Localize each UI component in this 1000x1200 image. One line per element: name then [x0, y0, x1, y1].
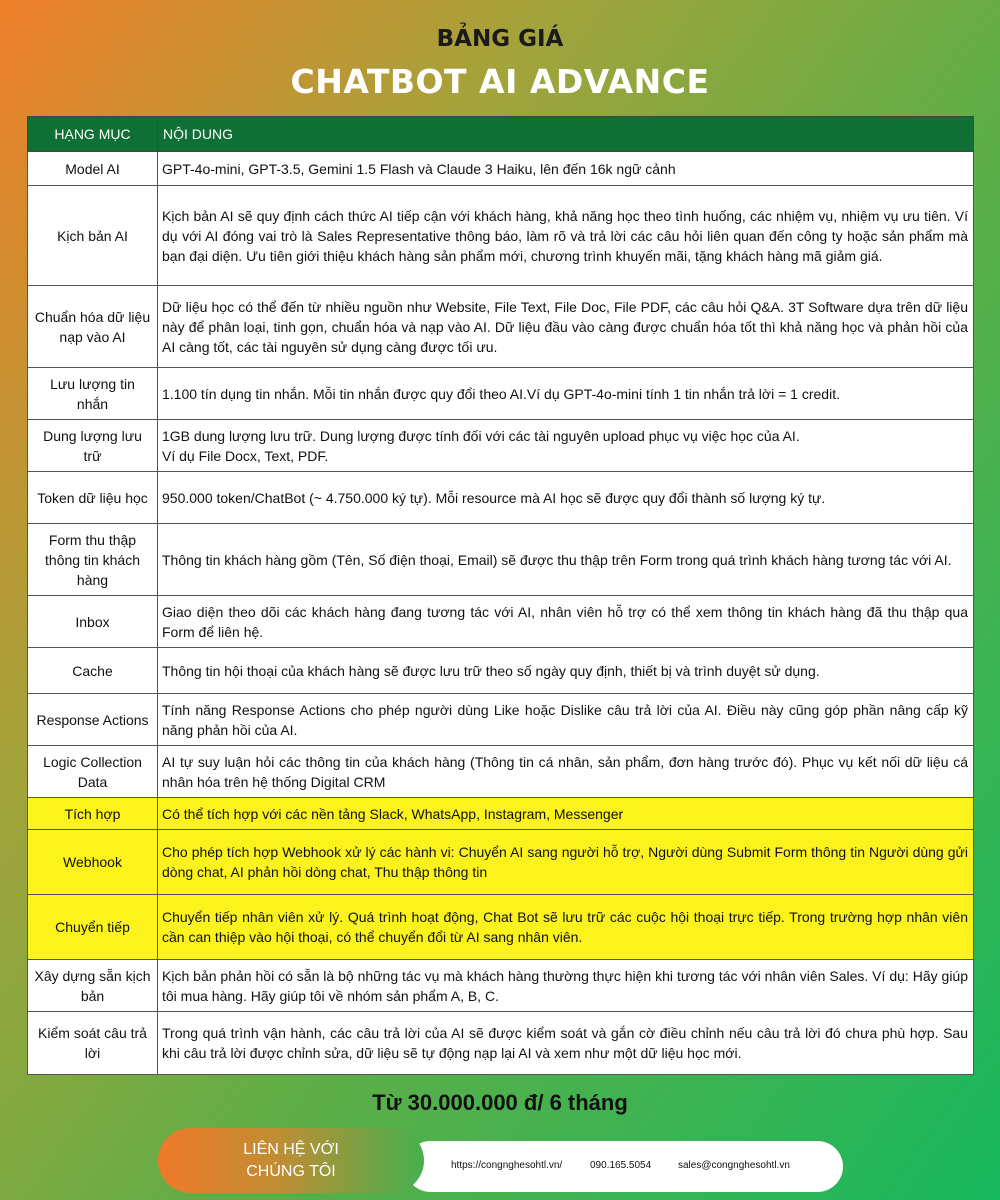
table-row	[28, 596, 974, 648]
table-row	[28, 1012, 974, 1075]
row-category: Chuẩn hóa dữ liệu nạp vào AI	[28, 286, 158, 368]
row-content: Thông tin hội thoại của khách hàng sẽ được lưu trữ theo số ngày quy định, thiết bị và trình duyệt sử dụng.	[158, 648, 974, 694]
table-row	[28, 472, 974, 524]
table-row	[28, 420, 974, 472]
row-content: Tính năng Response Actions cho phép người dùng Like hoặc Dislike câu trả lời của AI. Điều này cũng góp phần nâng cấp kỹ năng phản hồi của AI.	[158, 694, 974, 746]
row-content: 1GB dung lượng lưu trữ. Dung lượng được tính đối với các tài nguyên upload phục vụ việc học của AI. Ví dụ File Docx, Text, PDF.	[158, 420, 974, 472]
column-header-content: NỘI DUNG	[158, 117, 974, 152]
price-label: Từ 30.000.000 đ/ 6 tháng	[372, 1090, 628, 1115]
row-content: Trong quá trình vận hành, các câu trả lời của AI sẽ được kiểm soát và gắn cờ điều chỉnh nếu câu trả lời đó chưa phù hợp. Sau khi câu trả lời được chỉnh sửa, dữ liệu sẽ tự động nạp lại AI và xem như một dữ liệu học mới.	[158, 1012, 974, 1075]
row-category: Kiểm soát câu trả lời	[28, 1012, 158, 1075]
table-row	[28, 746, 974, 798]
row-content: Cho phép tích hợp Webhook xử lý các hành vi: Chuyển AI sang người hỗ trợ, Người dùng Submit Form thông tin Người dùng gửi dòng chat, AI phản hồi dòng chat, Thu thập thông tin	[158, 830, 974, 895]
row-content: Giao diện theo dõi các khách hàng đang tương tác với AI, nhân viên hỗ trợ có thể xem thông tin khách hàng đã thu thập qua Form để liên hệ.	[158, 596, 974, 648]
row-category: Tích hợp	[28, 798, 158, 830]
row-content: 950.000 token/ChatBot (~ 4.750.000 ký tự). Mỗi resource mà AI học sẽ được quy đổi thành số lượng ký tự.	[158, 472, 974, 524]
page-title: CHATBOT AI ADVANCE	[290, 62, 710, 101]
row-category: Webhook	[28, 830, 158, 895]
row-category: Chuyển tiếp	[28, 895, 158, 960]
column-header-category: HẠNG MỤC	[28, 117, 158, 152]
table-row	[28, 186, 974, 286]
phone-number[interactable]: 090.165.5054	[590, 1160, 652, 1171]
table-row	[28, 368, 974, 420]
row-category: Token dữ liệu học	[28, 472, 158, 524]
row-content: Kịch bản AI sẽ quy định cách thức AI tiếp cận với khách hàng, khả năng học theo tình huống, các nhiệm vụ, nhiệm vụ ưu tiên. Ví dụ với AI đóng vai trò là Sales Representative thông báo, làm rõ và trả lời các câu hỏi liên quan đến công ty hoặc sản phẩm mà bạn đại diện. Ưu tiên giới thiệu khách hàng sản phẩm mới, chương trình khuyến mãi, tặng khách hàng mã giảm giá.	[158, 186, 974, 286]
contact-bar	[405, 1141, 843, 1192]
row-category: Cache	[28, 648, 158, 694]
table-row	[28, 524, 974, 596]
row-content: Chuyển tiếp nhân viên xử lý. Quá trình hoạt động, Chat Bot sẽ lưu trữ các cuộc hội thoại trực tiếp. Trong trường hợp nhân viên cần can thiệp vào hội thoại, có thể chuyển đổi từ AI sang nhân viên.	[158, 895, 974, 960]
row-category: Inbox	[28, 596, 158, 648]
contact-us-button[interactable]	[158, 1128, 424, 1193]
row-category: Model AI	[28, 152, 158, 186]
page-subtitle: BẢNG GIÁ	[436, 26, 564, 52]
row-category: Lưu lượng tin nhắn	[28, 368, 158, 420]
contact-us-line1: LIÊN HỆ VỚI	[243, 1140, 339, 1158]
table-header-row	[28, 117, 974, 152]
row-content: Dữ liệu học có thể đến từ nhiều nguồn như Website, File Text, File Doc, File PDF, các câu hỏi Q&A. 3T Software dựa trên dữ liệu này để phân loại, tinh gọn, chuẩn hóa và nạp vào AI. Dữ liệu đầu vào càng được chuẩn hóa tốt thì khả năng học và phản hồi của AI càng tốt, các tài nguyên sử dụng càng được tối ưu.	[158, 286, 974, 368]
row-content: GPT-4o-mini, GPT-3.5, Gemini 1.5 Flash và Claude 3 Haiku, lên đến 16k ngữ cảnh	[158, 152, 974, 186]
row-category: Kịch bản AI	[28, 186, 158, 286]
table-row	[28, 830, 974, 895]
table-row	[28, 648, 974, 694]
row-content: Kịch bản phản hồi có sẵn là bộ những tác vụ mà khách hàng thường thực hiện khi tương tác với nhân viên Sales. Ví dụ: Hãy giúp tôi mua hàng. Hãy giúp tôi về nhóm sản phẩm A, B, C.	[158, 960, 974, 1012]
website-link[interactable]: https://congnghesohtl.vn/	[451, 1160, 563, 1171]
row-content: AI tự suy luận hỏi các thông tin của khách hàng (Thông tin cá nhân, sản phẩm, đơn hàng trước đó). Phục vụ kết nối dữ liệu cá nhân hóa trên hệ thống Digital CRM	[158, 746, 974, 798]
row-category: Xây dựng sẵn kịch bản	[28, 960, 158, 1012]
row-content: Thông tin khách hàng gồm (Tên, Số điện thoại, Email) sẽ được thu thập trên Form trong quá trình khách hàng tương tác với AI.	[158, 524, 974, 596]
table-row	[28, 895, 974, 960]
table-row	[28, 694, 974, 746]
table-row	[28, 152, 974, 186]
row-category: Form thu thập thông tin khách hàng	[28, 524, 158, 596]
row-content: 1.100 tín dụng tin nhắn. Mỗi tin nhắn được quy đổi theo AI.Ví dụ GPT-4o-mini tính 1 tin nhắn trả lời = 1 credit.	[158, 368, 974, 420]
price-table	[27, 116, 974, 1075]
table-row	[28, 960, 974, 1012]
table-row	[28, 286, 974, 368]
contact-us-line2: CHÚNG TÔI	[246, 1162, 336, 1180]
row-category: Response Actions	[28, 694, 158, 746]
email-link[interactable]: sales@congnghesohtl.vn	[678, 1160, 790, 1171]
table-row	[28, 798, 974, 830]
row-content: Có thể tích hợp với các nền tảng Slack, WhatsApp, Instagram, Messenger	[158, 798, 974, 830]
row-category: Logic Collection Data	[28, 746, 158, 798]
row-category: Dung lượng lưu trữ	[28, 420, 158, 472]
